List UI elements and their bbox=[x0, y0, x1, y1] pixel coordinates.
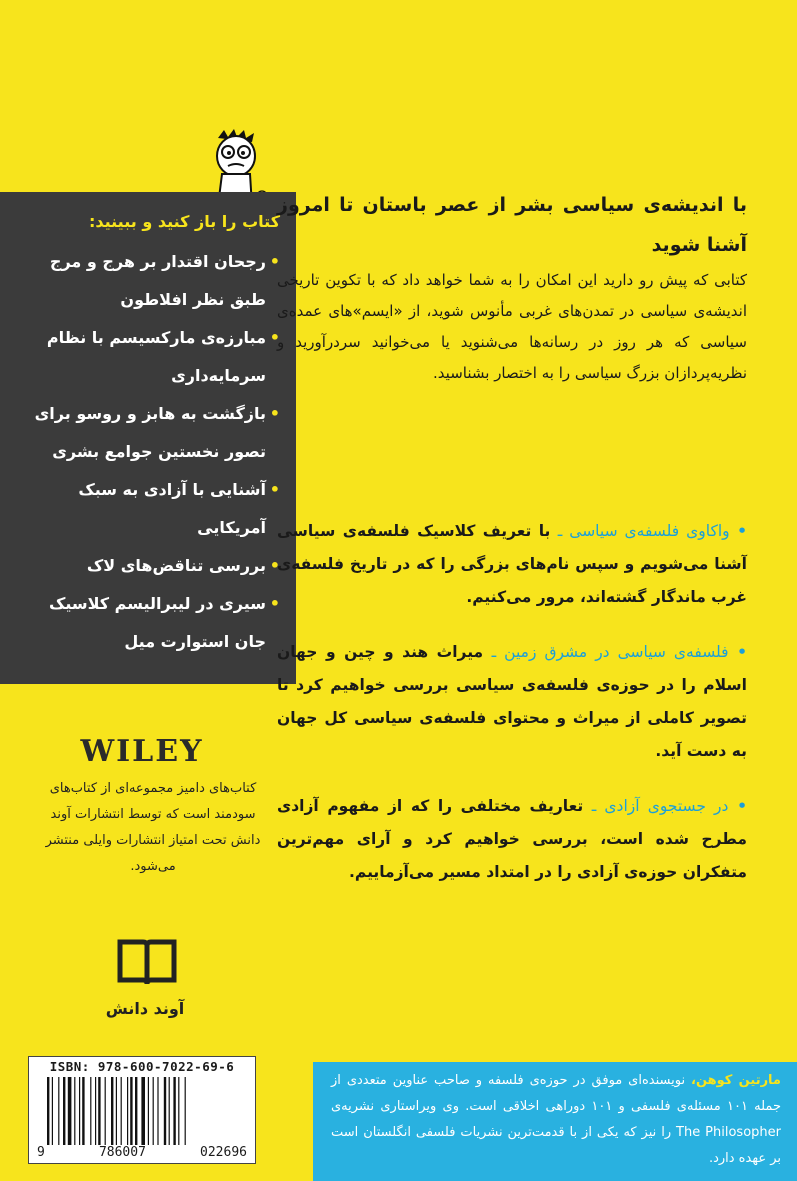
barcode-bar bbox=[121, 1077, 122, 1145]
barcode-digit-group: 9 bbox=[37, 1145, 45, 1160]
contents-item-text: بررسی تناقض‌های لاک bbox=[86, 556, 266, 575]
barcode-bars bbox=[45, 1077, 241, 1145]
barcode-bar bbox=[135, 1077, 137, 1145]
barcode-bar bbox=[105, 1077, 106, 1145]
wiley-logo: WILEY bbox=[80, 734, 204, 769]
section-text: تعاریف مختلفی را که از مفهوم آزادی مطرح شده است، بررسی خواهیم کرد و آرای مهم‌ترین متفکران حوزه‌ی آزادی را در امتداد مسیر می‌آزماییم. bbox=[277, 797, 747, 881]
barcode-bar bbox=[148, 1077, 149, 1145]
contents-heading: کتاب را باز کنید و ببینید: bbox=[88, 212, 280, 231]
barcode-bar bbox=[164, 1077, 166, 1145]
barcode-bar bbox=[111, 1077, 113, 1145]
barcode-bar bbox=[68, 1077, 72, 1145]
barcode-bar bbox=[153, 1077, 154, 1145]
barcode-bar bbox=[130, 1077, 132, 1145]
barcode-bar bbox=[52, 1077, 53, 1145]
feature-section bbox=[277, 636, 747, 768]
barcode-bar bbox=[95, 1077, 96, 1145]
contents-item-text: رجحان اقتدار بر هرج و مرج طبق نظر افلاطون bbox=[49, 252, 266, 309]
barcode-bar bbox=[178, 1077, 179, 1145]
barcode-bar bbox=[169, 1077, 170, 1145]
barcode-bar bbox=[63, 1077, 65, 1145]
section-text: با تعریف کلاسیک فلسفه‌ی سیاسی آشنا می‌شویم و سپس نام‌های بزرگی را که در تاریخ فلسفه‌ی غرب ماندگار گشته‌اند، مرور می‌کنیم. bbox=[277, 522, 747, 606]
barcode-digits bbox=[29, 1145, 255, 1160]
author-bio-box bbox=[313, 1062, 797, 1181]
barcode-bar bbox=[74, 1077, 75, 1145]
headline: با اندیشه‌ی سیاسی بشر از عصر باستان تا امروز آشنا شوید bbox=[277, 194, 747, 256]
contents-list bbox=[14, 243, 280, 661]
contents-item bbox=[14, 471, 280, 547]
barcode-bar bbox=[116, 1077, 117, 1145]
isbn-number: ISBN: 978-600-7022-69-6 bbox=[49, 1059, 235, 1074]
bullet: • bbox=[737, 522, 747, 540]
barcode-digit-group: 786007 bbox=[98, 1145, 146, 1160]
contents-item-text: سیری در لیبرالیسم کلاسیک جان استوارت میل bbox=[49, 594, 266, 651]
barcode-bar bbox=[90, 1077, 91, 1145]
barcode-bar bbox=[157, 1077, 158, 1145]
section-text: میراث هند و چین و جهان اسلام را در حوزه‌ی فلسفه‌ی سیاسی بررسی خواهیم کرد تا تصویر کاملی از میراث و محتوای فلسفه‌ی سیاسی کل جهان به دست آید. bbox=[277, 643, 747, 760]
intro-paragraph: کتابی که پیش رو دارید این امکان را به شما خواهد داد که با تکوین تاریخی اندیشه‌ی سیاسی در تمدن‌های غربی مأنوس شوید، از «ایسم»های عمده‌ی سیاسی که هر روز در رسانه‌ها می‌شنوید یا می‌خوانید سردرآورید و نظریه‌پردازان بزرگ سیاسی را به اختصار بشناسید. bbox=[277, 271, 747, 382]
barcode-bar bbox=[173, 1077, 175, 1145]
contents-item-text: مبارزه‌ی مارکسیسم با نظام سرمایه‌داری bbox=[46, 328, 266, 385]
section-title: در جستجوی آزادی ـ bbox=[591, 797, 729, 815]
isbn-barcode bbox=[28, 1056, 256, 1164]
barcode-bar bbox=[82, 1077, 84, 1145]
contents-panel bbox=[0, 192, 296, 684]
section-title: فلسفه‌ی سیاسی در مشرق زمین ـ bbox=[491, 643, 729, 661]
feature-sections bbox=[277, 515, 747, 911]
barcode-bar bbox=[79, 1077, 80, 1145]
bullet: • bbox=[737, 643, 747, 661]
publisher-name: آوند دانش bbox=[105, 999, 185, 1018]
contents-item bbox=[14, 585, 280, 661]
bullet: • bbox=[269, 480, 280, 499]
series-description: کتاب‌های دامیز مجموعه‌ای از کتاب‌های سودمند است که توسط انتشارات آوند دانش تحت امتیاز انتشارات وایلی منتشر می‌شود. bbox=[45, 781, 261, 874]
contents-item bbox=[14, 547, 280, 585]
bullet: • bbox=[269, 404, 280, 423]
bullet: • bbox=[269, 328, 280, 347]
author-bio: نویسنده‌ای موفق در حوزه‌ی فلسفه و صاحب عناوین متعددی از جمله ۱۰۱ مسئله‌ی فلسفی و ۱۰۱ دوراهی اخلاقی است. وی ویراستاری نشریه‌ی The Philosopher را نیز که یکی از با قدمت‌ترین نشریات فلسفی انگلستان است بر عهده دارد. bbox=[331, 1073, 781, 1166]
barcode-bar bbox=[141, 1077, 145, 1145]
bullet: • bbox=[737, 797, 747, 815]
contents-item bbox=[14, 243, 280, 319]
barcode-bar bbox=[98, 1077, 100, 1145]
feature-section bbox=[277, 790, 747, 889]
contents-item-text: آشنایی با آزادی به سبک آمریکایی bbox=[78, 480, 266, 537]
contents-item bbox=[14, 395, 280, 471]
contents-item-text: بازگشت به هابز و روسو برای تصور نخستین جوامع بشری bbox=[34, 404, 266, 461]
barcode-digit-group: 022696 bbox=[200, 1145, 247, 1160]
barcode-bar bbox=[185, 1077, 186, 1145]
barcode-bar bbox=[58, 1077, 59, 1145]
feature-section bbox=[277, 515, 747, 614]
bullet: • bbox=[269, 556, 280, 575]
book-icon bbox=[116, 938, 178, 988]
barcode-bar bbox=[127, 1077, 128, 1145]
author-name: مارتین کوهن، bbox=[691, 1073, 781, 1088]
contents-item bbox=[14, 319, 280, 395]
section-title: واکاوی فلسفه‌ی سیاسی ـ bbox=[557, 522, 730, 540]
barcode-bar bbox=[47, 1077, 49, 1145]
bullet: • bbox=[269, 594, 280, 613]
bullet: • bbox=[269, 252, 280, 271]
